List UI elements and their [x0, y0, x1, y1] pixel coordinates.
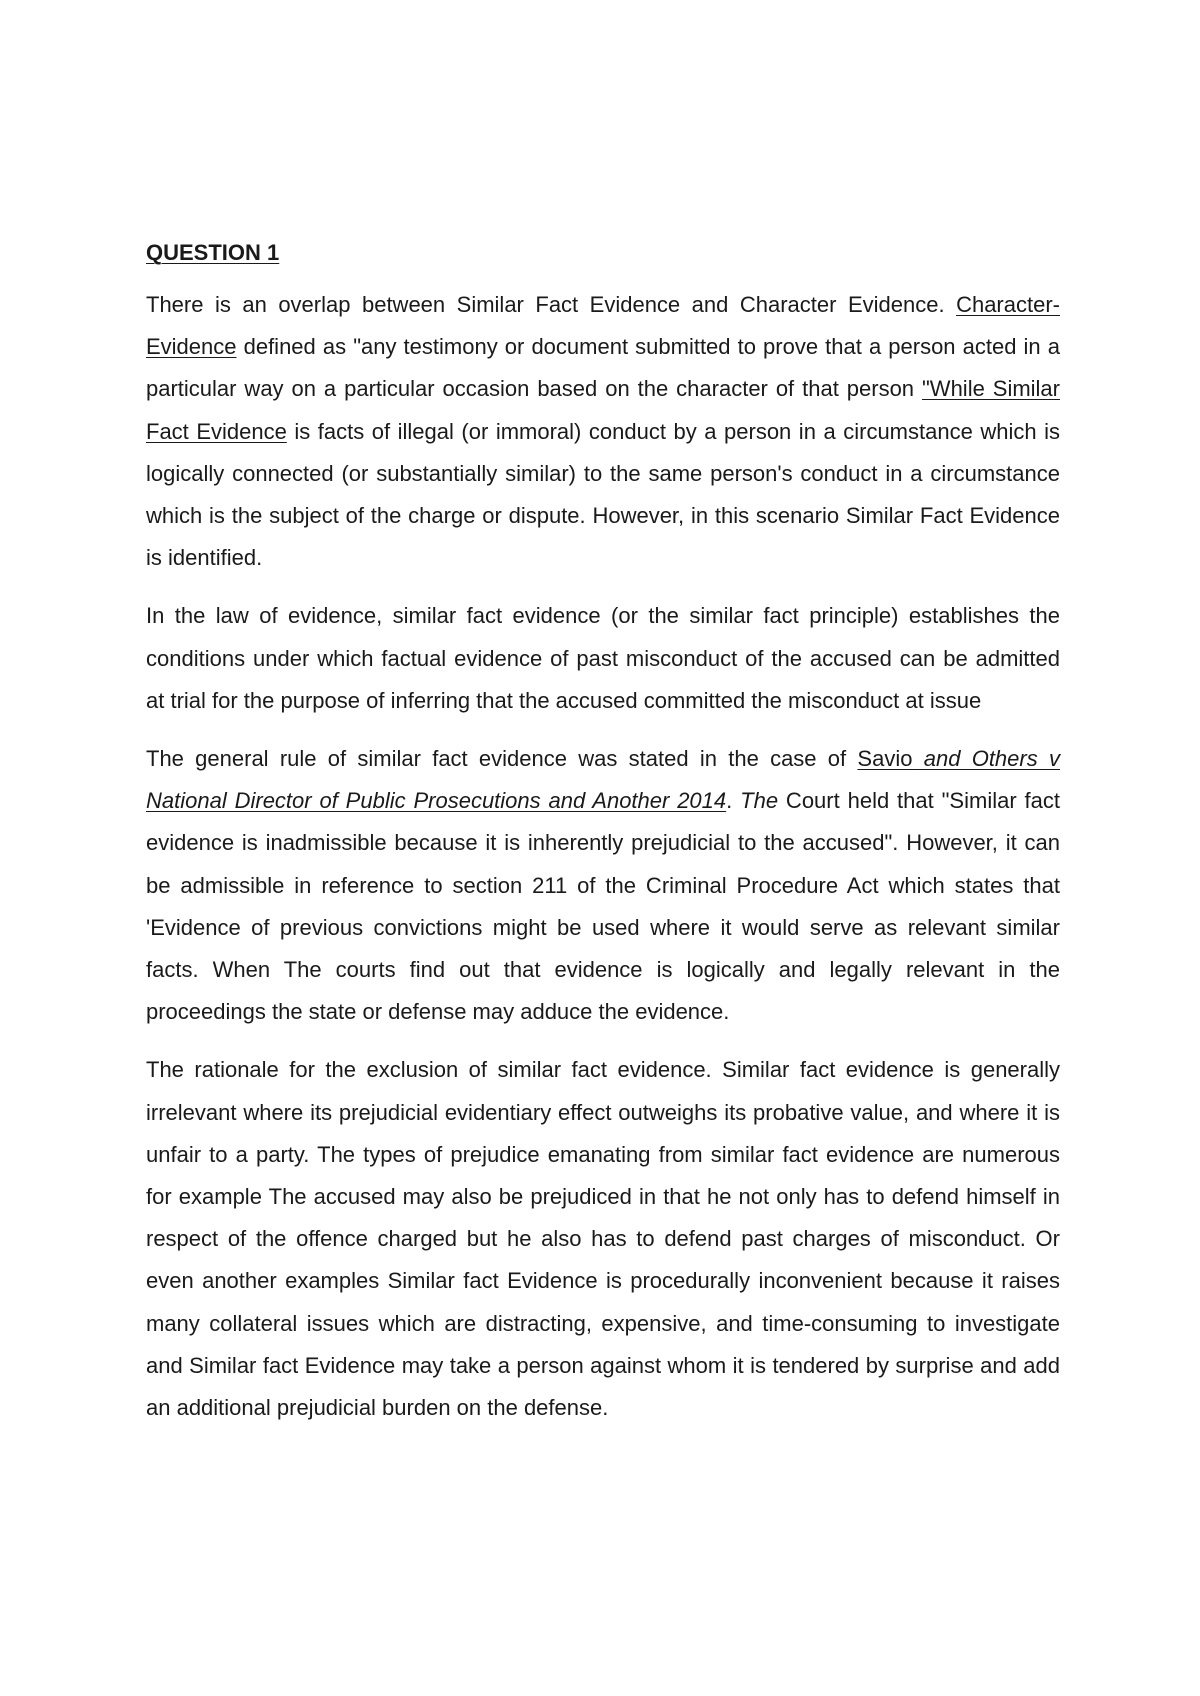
paragraph-3-text-b: . — [726, 788, 741, 814]
paragraph-1 — [146, 284, 1060, 579]
paragraph-2: In the law of evidence, similar fact evidence (or the similar fact principle) establishes the conditions under which factual evidence of past misconduct of the accused can be admitted at trial for the purpose of inferring that the accused committed the misconduct at issue — [146, 603, 1060, 713]
similar-fact-evidence-term: "While Similar Fact Evidence — [146, 376, 1060, 444]
paragraph-3 — [146, 738, 1060, 1033]
character-evidence-term: Character-Evidence — [146, 292, 1060, 360]
case-name-rest: and Others v National Director of Public Prosecutions and Another 2014 — [146, 746, 1060, 814]
paragraph-3-text-a: The general rule of similar fact evidence was stated in the case of — [146, 746, 858, 772]
paragraph-3-italic-the: The — [740, 788, 779, 814]
case-name-savio: Savio — [857, 746, 913, 772]
question-heading: QUESTION 1 — [146, 240, 280, 265]
paragraph-1-text-b: defined as "any testimony or document submitted to prove that a person acted in a particular way on a particular occasion based on the character of that person — [146, 334, 1060, 402]
paragraph-1-text-a: There is an overlap between Similar Fact Evidence and Character Evidence. — [146, 292, 957, 317]
document-body — [146, 236, 1060, 1429]
paragraph-1-text-c: is facts of illegal (or immoral) conduct by a person in a circumstance which is logically connected (or substantially similar) to the same person's conduct in a circumstance which is the subject of the charge or dispute. However, in this scenario Similar Fact Evidence is identified. — [146, 418, 1061, 571]
paragraph-4: The rationale for the exclusion of similar fact evidence. Similar fact evidence is generally irrelevant where its prejudicial evidentiary effect outweighs its probative value, and where it is unfair to a party. The types of prejudice emanating from similar fact evidence are numerous for example The accused may also be prejudiced in that he not only has to defend himself in respect of the offence charged but he also has to defend past charges of misconduct. Or even another examples Similar fact Evidence is procedurally inconvenient because it raises many collateral issues which are distracting, expensive, and time-consuming to investigate and Similar fact Evidence may take a person against whom it is tendered by surprise and add an additional prejudicial burden on the defense. — [146, 1057, 1060, 1421]
paragraph-3-text-c: Court held that "Similar fact evidence is inadmissible because it is inherently prejudicial to the accused". However, it can be admissible in reference to section 211 of the Criminal Procedure Act which states that 'Evidence of previous convictions might be used where it would serve as relevant similar facts. When The courts find out that evidence is logically and legally relevant in the proceedings the state or defense may adduce the evidence. — [146, 788, 1060, 1025]
